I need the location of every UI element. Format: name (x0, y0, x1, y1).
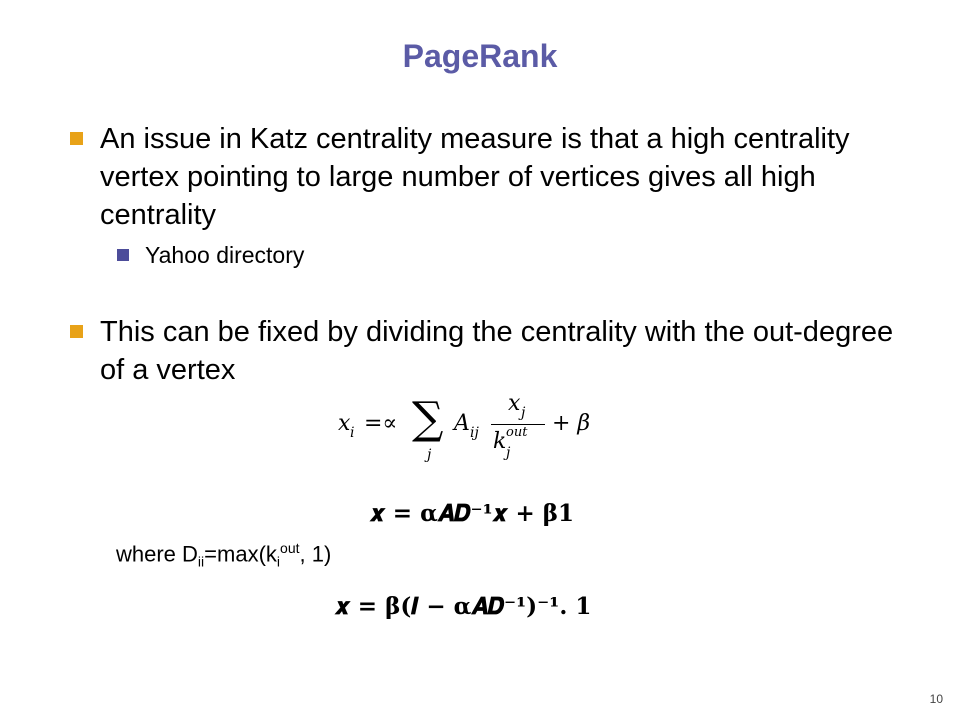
sub-bullet-text: Yahoo directory (145, 242, 305, 268)
where-middle: =max(k (204, 541, 277, 567)
where-suffix: , 1) (299, 541, 332, 567)
formula-proportional-operator: =∝ (364, 411, 398, 436)
sub-bullet-square-icon (117, 249, 129, 261)
solution-formula: 𝒙 = β(𝑰 − α𝑨𝑫⁻¹)⁻¹. 𝟏 (335, 593, 592, 620)
where-k-sub: i (276, 553, 281, 570)
bullet-text: An issue in Katz centrality measure is that a high centrality vertex pointing to large number of vertices gives all high centrality (100, 123, 850, 231)
formula-lhs-sub: i (350, 425, 355, 441)
formula-adjacency-sub: ij (470, 425, 479, 441)
bullet-square-icon (70, 325, 83, 338)
fraction-denominator-sup: out (506, 425, 528, 440)
pagerank-formula (338, 385, 618, 470)
slide-title: PageRank (402, 38, 558, 74)
bullet-text: This can be fixed by dividing the centrality with the out-degree of a vertex (100, 316, 894, 386)
bullet-out-degree-fix (100, 313, 900, 389)
matrix-formula: 𝒙 = α𝑨𝑫⁻¹𝒙 + β𝟏 (370, 500, 575, 527)
formula-adjacency: A (454, 411, 470, 436)
bullet-katz-issue (100, 120, 900, 234)
page-number: 10 (929, 692, 943, 706)
summation-symbol: ∑ (412, 393, 444, 444)
degree-matrix-definition (116, 540, 331, 570)
sub-bullet-yahoo (145, 241, 745, 269)
summation-index: j (427, 447, 432, 463)
where-d-sub: ii (197, 553, 205, 570)
fraction-denominator-sub: j (506, 445, 511, 461)
fraction-numerator-sub: j (521, 405, 526, 421)
formula-beta-term: + β (552, 411, 591, 436)
where-k-sup: out (280, 540, 300, 556)
formula-lhs: x (338, 411, 351, 436)
bullet-square-icon (70, 132, 83, 145)
fraction-numerator: x (508, 391, 521, 416)
fraction-denominator: k (493, 429, 507, 454)
where-prefix: where D (116, 541, 198, 567)
